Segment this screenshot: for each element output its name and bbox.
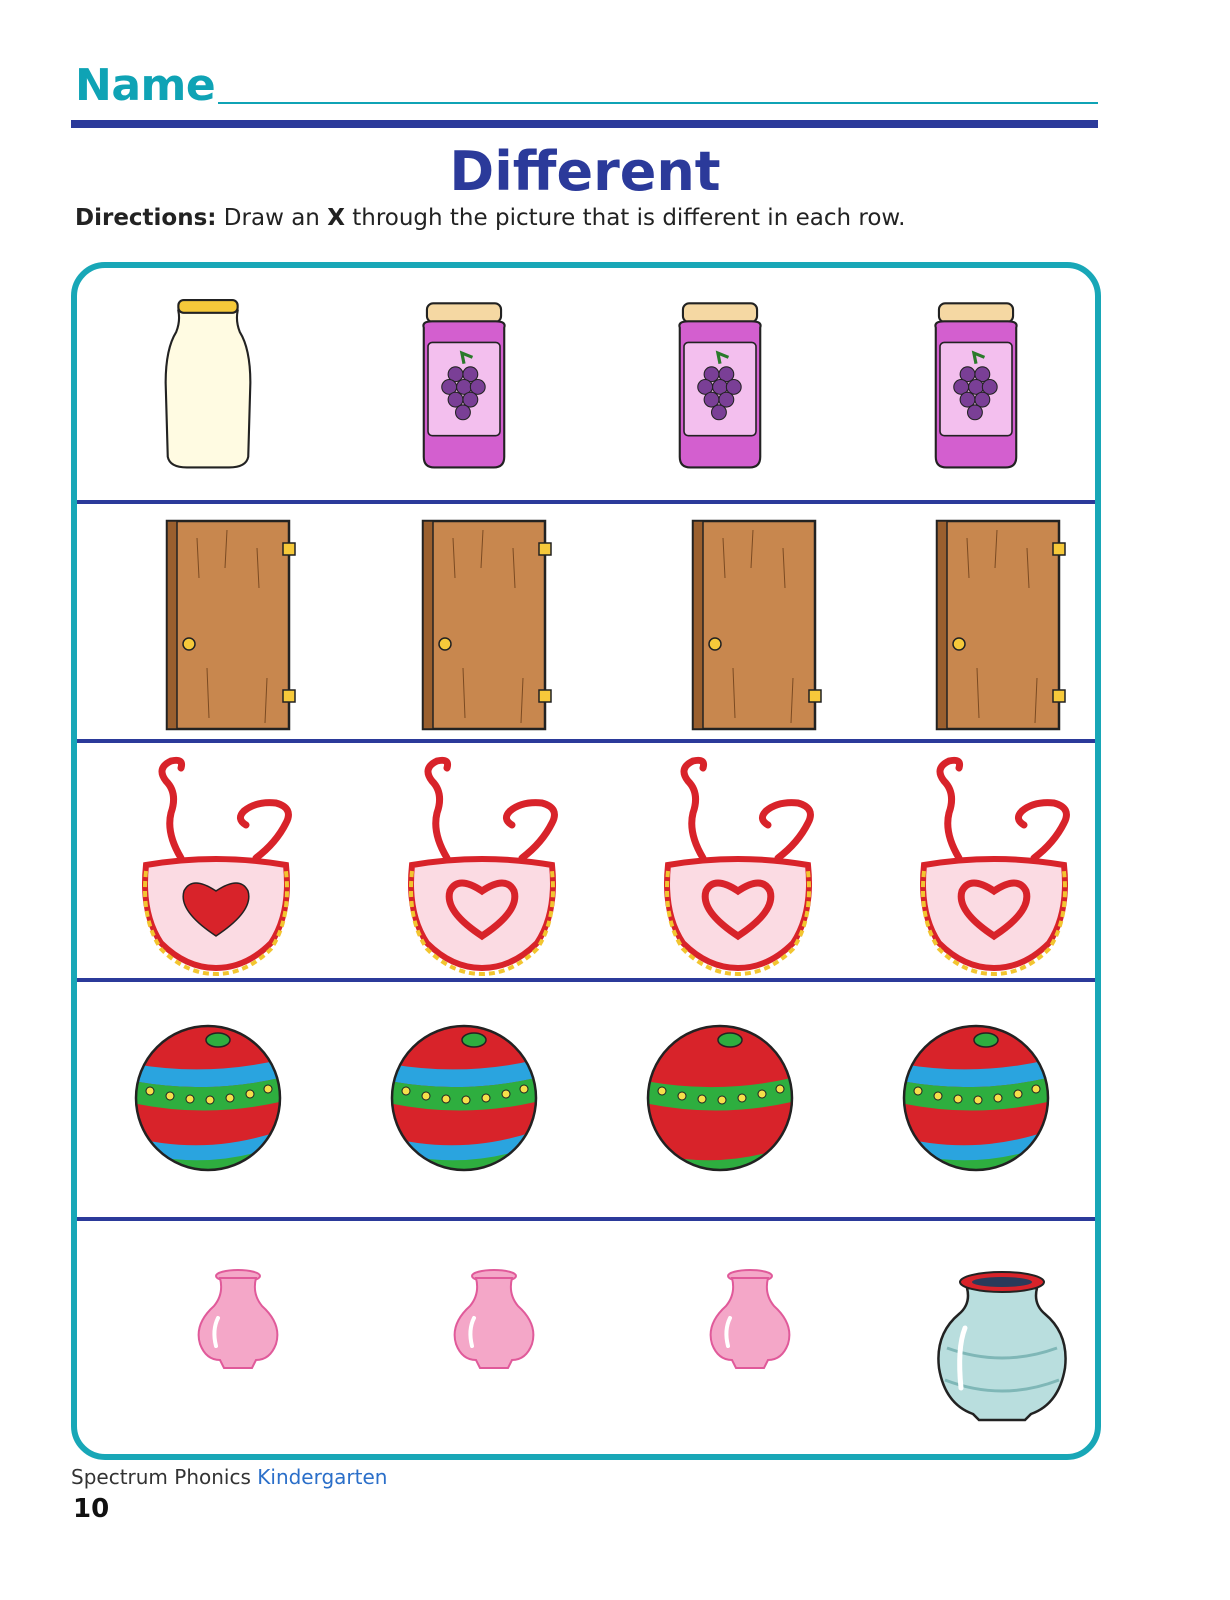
row-divider — [77, 500, 1095, 504]
name-label: Name — [75, 60, 216, 111]
striped-ball-icon[interactable] — [861, 1018, 1091, 1178]
small-pink-vase-icon[interactable] — [635, 1268, 865, 1373]
apron-outline-heart-icon[interactable] — [879, 753, 1101, 978]
footer-series-name: Spectrum Phonics — [71, 1465, 251, 1489]
small-pink-vase-icon[interactable] — [123, 1268, 353, 1373]
directions-text-before: Draw an — [216, 205, 328, 231]
directions-emphasis: X — [327, 205, 345, 231]
name-write-line[interactable] — [218, 102, 1098, 104]
striped-ball-icon[interactable] — [93, 1018, 323, 1178]
small-pink-vase-icon[interactable] — [379, 1268, 609, 1373]
door-icon[interactable] — [633, 518, 863, 733]
directions-label: Directions: — [75, 205, 217, 231]
striped-ball-icon[interactable] — [605, 1018, 835, 1178]
large-blue-vase-icon[interactable] — [887, 1268, 1101, 1423]
row-divider — [77, 739, 1095, 743]
apron-solid-heart-icon[interactable] — [101, 753, 331, 978]
directions-text-after: through the picture that is different in each row. — [344, 205, 906, 231]
page-title: Different — [449, 140, 721, 203]
row-divider — [77, 978, 1095, 982]
empty-jar-icon[interactable] — [93, 298, 323, 478]
page-number: 10 — [73, 1494, 110, 1524]
grape-jam-jar-icon[interactable] — [605, 298, 835, 478]
apron-outline-heart-icon[interactable] — [367, 753, 597, 978]
apron-outline-heart-icon[interactable] — [623, 753, 853, 978]
door-icon[interactable] — [877, 518, 1101, 733]
footer-series — [71, 1465, 387, 1489]
door-icon[interactable] — [363, 518, 593, 733]
grape-jam-jar-icon[interactable] — [349, 298, 579, 478]
footer-grade: Kindergarten — [257, 1465, 388, 1489]
row-divider — [77, 1217, 1095, 1221]
door-icon[interactable] — [107, 518, 337, 733]
header-rule — [71, 120, 1098, 128]
directions — [75, 205, 905, 231]
striped-ball-icon[interactable] — [349, 1018, 579, 1178]
worksheet-panel — [71, 262, 1101, 1460]
grape-jam-jar-icon[interactable] — [861, 298, 1091, 478]
